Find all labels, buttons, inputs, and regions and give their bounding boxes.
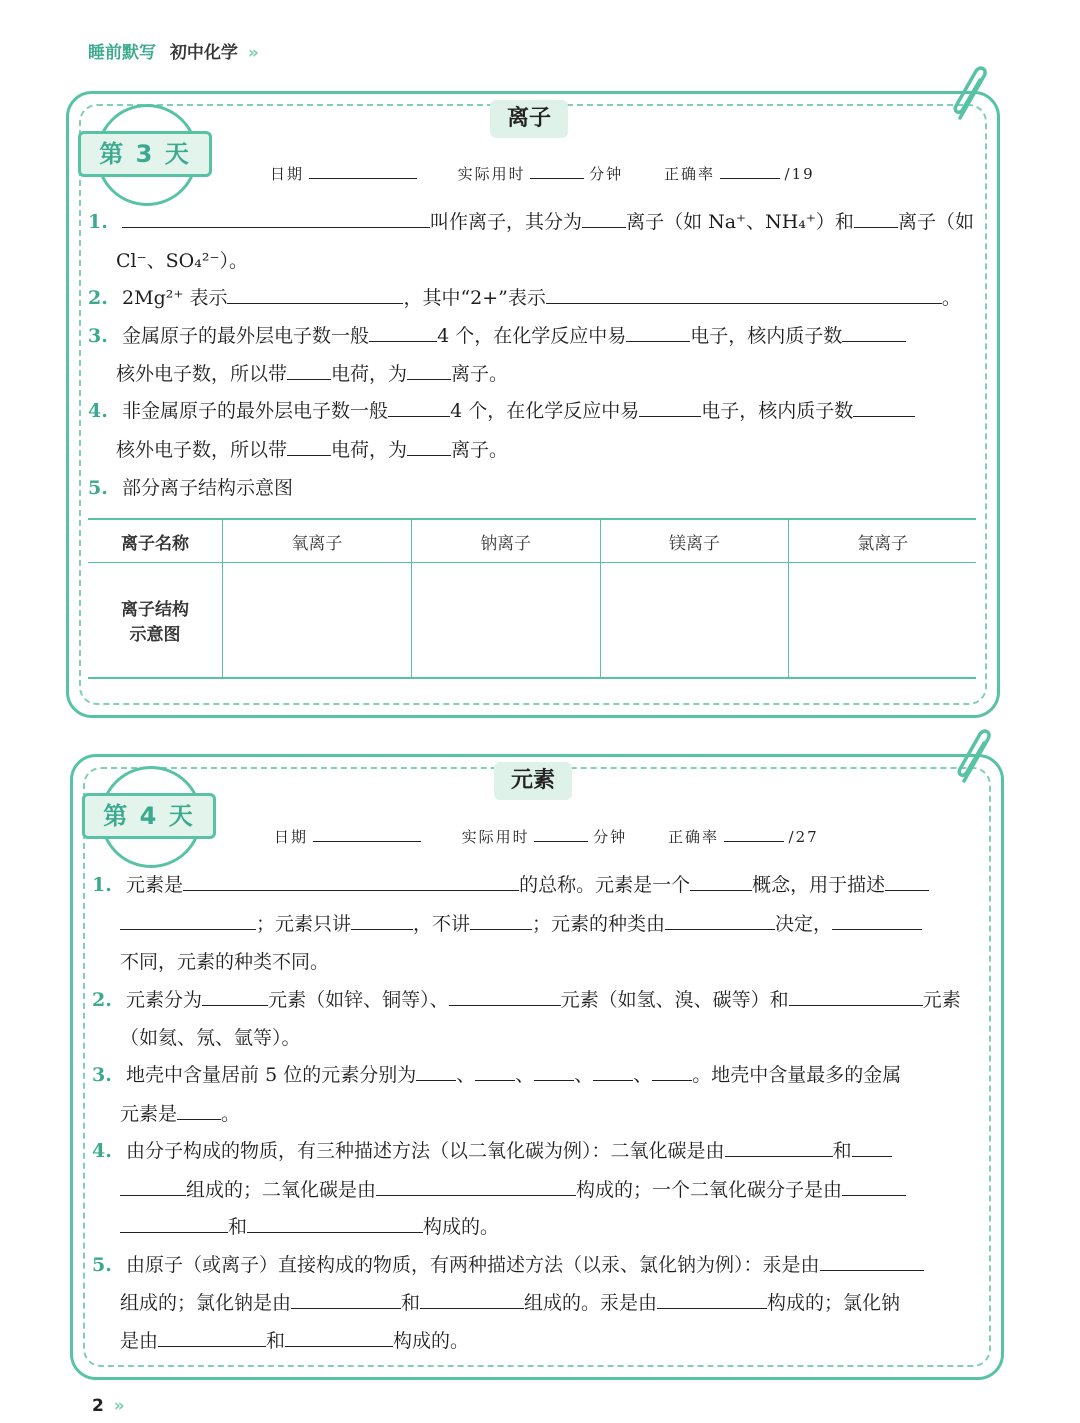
table-cell: 镁离子 (600, 519, 789, 563)
question-4-cont (116, 437, 508, 463)
time-unit: 分钟 (589, 165, 624, 183)
accuracy-label: 正确率 (663, 165, 715, 183)
accuracy-label: 正确率 (667, 828, 719, 846)
question-text: 4 个，在化学反应中易 (450, 400, 640, 422)
answer-blank[interactable] (369, 327, 437, 342)
question-text: 的总称。元素是一个 (519, 874, 691, 896)
question-text: 离子（如 (897, 211, 974, 233)
answer-blank[interactable] (842, 327, 906, 342)
chevron-right-icon: » (113, 1396, 125, 1416)
answer-blank[interactable] (376, 1181, 576, 1196)
question-text: ；元素的种类由 (532, 913, 666, 935)
answer-blank[interactable] (285, 1332, 393, 1347)
question-text: 电子，核内质子数 (701, 400, 854, 422)
question-text: 和 (401, 1292, 421, 1314)
answer-blank[interactable] (626, 327, 690, 342)
day-label: 第 4 天 (82, 793, 216, 839)
question-number: 4. (92, 1140, 112, 1162)
section-title: 离子 (490, 100, 568, 138)
question-number: 5. (88, 477, 108, 499)
question-text: ，不讲 (413, 913, 471, 935)
question-text: 叫作离子，其分为 (430, 211, 583, 233)
answer-blank[interactable] (593, 1066, 633, 1081)
answer-blank[interactable] (832, 915, 922, 930)
day-label: 第 3 天 (78, 131, 212, 177)
answer-blank[interactable] (120, 1218, 228, 1233)
accuracy-field[interactable] (724, 827, 784, 842)
date-label: 日期 (274, 828, 309, 846)
answer-blank[interactable] (420, 1294, 524, 1309)
answer-blank[interactable] (291, 1294, 401, 1309)
answer-blank[interactable] (470, 915, 532, 930)
answer-cell[interactable] (600, 563, 789, 679)
answer-blank[interactable] (227, 289, 403, 304)
question-text: 组成的。汞是由 (524, 1292, 658, 1314)
question-4-cont (120, 1214, 499, 1240)
paperclip-icon (948, 725, 1000, 789)
row-label-line: 离子结构 (121, 600, 189, 620)
subject-title: 初中化学 (169, 43, 238, 63)
answer-blank[interactable] (407, 441, 451, 456)
question-text: 由原子（或离子）直接构成的物质，有两种描述方法（以汞、氯化钠为例）：汞是由 (126, 1254, 820, 1276)
paperclip-icon (944, 62, 996, 126)
question-text: 决定， (775, 913, 833, 935)
question-1-cont: Cl⁻、SO₄²⁻）。 (116, 250, 248, 272)
answer-blank[interactable] (287, 441, 331, 456)
table-cell: 离子名称 (88, 519, 223, 563)
answer-blank[interactable] (690, 876, 752, 891)
question-text: 和 (832, 1140, 852, 1162)
table-cell: 氯离子 (789, 519, 976, 563)
row-label-line: 示意图 (129, 625, 181, 645)
question-text: 金属原子的最外层电子数一般 (122, 325, 370, 347)
question-5-cont (120, 1290, 900, 1316)
question-text: 构成的。 (423, 1216, 500, 1238)
separator: 、 (574, 1064, 594, 1086)
question-text: 。地壳中含量最多的金属 (692, 1064, 902, 1086)
question-text: 离子。 (451, 363, 509, 385)
answer-blank[interactable] (247, 1218, 423, 1233)
question-2 (88, 285, 961, 311)
separator: 、 (456, 1064, 476, 1086)
answer-blank[interactable] (475, 1066, 515, 1081)
question-text: 元素是 (126, 874, 184, 896)
page-number: 2 (92, 1396, 104, 1416)
answer-blank[interactable] (665, 915, 775, 930)
question-number: 2. (88, 287, 108, 309)
answer-blank[interactable] (725, 1142, 833, 1157)
day-badge (96, 104, 196, 204)
question-text: 电子，核内质子数 (690, 325, 843, 347)
answer-blank[interactable] (407, 365, 451, 380)
question-3 (88, 323, 906, 349)
page-footer (92, 1396, 125, 1416)
answer-blank[interactable] (582, 213, 626, 228)
date-label: 日期 (270, 165, 305, 183)
question-text: 元素（如锌、铜等）、 (268, 989, 449, 1011)
question-number: 1. (92, 874, 112, 896)
question-text: ，其中“2+”表示 (403, 287, 546, 309)
question-text: 元素（如氢、溴、碳等）和 (560, 989, 789, 1011)
time-field[interactable] (530, 164, 584, 179)
question-1 (88, 209, 974, 235)
question-text: 和 (228, 1216, 248, 1238)
question-3-cont (116, 361, 508, 387)
answer-blank[interactable] (639, 402, 701, 417)
accuracy-total: /27 (788, 828, 819, 846)
answer-blank[interactable] (351, 915, 413, 930)
question-text: 离子（如 Na⁺、NH₄⁺）和 (626, 211, 854, 233)
question-text: 4 个，在化学反应中易 (437, 325, 627, 347)
question-text: 元素分为 (126, 989, 203, 1011)
question-1 (92, 872, 929, 898)
answer-cell[interactable] (223, 563, 412, 679)
question-text: 元素是 (120, 1103, 178, 1125)
answer-blank[interactable] (854, 213, 898, 228)
separator: 、 (515, 1064, 535, 1086)
question-text: 核外电子数，所以带 (116, 363, 288, 385)
question-text: 。 (941, 287, 961, 309)
question-text: 组成的；氯化钠是由 (120, 1292, 292, 1314)
answer-blank[interactable] (853, 402, 915, 417)
accuracy-field[interactable] (720, 164, 780, 179)
answer-blank[interactable] (820, 1256, 924, 1271)
answer-blank[interactable] (652, 1066, 692, 1081)
ion-structure-table (88, 518, 976, 679)
answer-blank[interactable] (416, 1066, 456, 1081)
answer-blank[interactable] (449, 991, 561, 1006)
table-header-row (88, 519, 976, 563)
answer-blank[interactable] (287, 365, 331, 380)
table-row-label (88, 563, 223, 679)
question-text: 由分子构成的物质，有三种描述方法（以二氧化碳为例）：二氧化碳是由 (126, 1140, 725, 1162)
answer-blank[interactable] (657, 1294, 767, 1309)
question-1-cont: 不同，元素的种类不同。 (120, 951, 330, 973)
table-row (88, 563, 976, 679)
time-unit: 分钟 (593, 828, 628, 846)
question-number: 3. (88, 325, 108, 347)
date-field[interactable] (309, 164, 417, 179)
question-text: 。 (221, 1103, 241, 1125)
question-number: 3. (92, 1064, 112, 1086)
date-field[interactable] (313, 827, 421, 842)
answer-blank[interactable] (122, 213, 430, 228)
question-text: 构成的；一个二氧化碳分子是由 (576, 1179, 843, 1201)
time-label: 实际用时 (457, 165, 526, 183)
time-field[interactable] (534, 827, 588, 842)
question-1-cont (120, 911, 922, 937)
answer-blank[interactable] (202, 991, 268, 1006)
answer-blank[interactable] (534, 1066, 574, 1081)
question-number: 4. (88, 400, 108, 422)
table-cell: 氧离子 (223, 519, 412, 563)
answer-blank[interactable] (842, 1181, 906, 1196)
question-number: 5. (92, 1254, 112, 1276)
question-text: 是由 (120, 1330, 159, 1352)
question-5 (92, 1252, 924, 1278)
question-4 (88, 398, 915, 424)
question-number: 2. (92, 989, 112, 1011)
answer-blank[interactable] (852, 1142, 892, 1157)
question-text: 电荷，为 (331, 363, 408, 385)
answer-blank[interactable] (388, 402, 450, 417)
time-label: 实际用时 (461, 828, 530, 846)
question-text: 部分离子结构示意图 (122, 477, 294, 499)
question-text: 概念，用于描述 (752, 874, 886, 896)
question-text: 离子。 (451, 439, 509, 461)
answer-blank[interactable] (120, 1181, 186, 1196)
question-text: 构成的。 (393, 1330, 470, 1352)
answer-blank[interactable] (885, 876, 929, 891)
answer-blank[interactable] (120, 915, 256, 930)
question-4 (92, 1138, 892, 1164)
answer-cell[interactable] (789, 563, 976, 679)
meta-row (270, 163, 815, 184)
separator: 、 (633, 1064, 653, 1086)
answer-blank[interactable] (183, 876, 519, 891)
question-text: 2Mg²⁺ 表示 (122, 287, 228, 309)
answer-blank[interactable] (158, 1332, 266, 1347)
question-5-cont (120, 1328, 469, 1354)
answer-blank[interactable] (546, 289, 942, 304)
section-title: 元素 (494, 762, 572, 800)
question-number: 1. (88, 211, 108, 233)
question-4-cont (120, 1177, 906, 1203)
meta-row (274, 826, 819, 847)
question-text: 元素 (922, 989, 961, 1011)
question-text: 非金属原子的最外层电子数一般 (122, 400, 389, 422)
chevron-right-icon: » (247, 43, 259, 63)
question-text: 电荷，为 (331, 439, 408, 461)
question-2-cont: （如氦、氖、氩等）。 (120, 1027, 301, 1049)
question-text: 和 (266, 1330, 286, 1352)
answer-cell[interactable] (411, 563, 600, 679)
question-text: 构成的；氯化钠 (767, 1292, 901, 1314)
day-badge (100, 766, 200, 866)
answer-blank[interactable] (789, 991, 923, 1006)
answer-blank[interactable] (177, 1105, 221, 1120)
question-3-cont (120, 1101, 240, 1127)
question-text: 核外电子数，所以带 (116, 439, 288, 461)
question-text: ；元素只讲 (256, 913, 352, 935)
accuracy-total: /19 (784, 165, 815, 183)
question-2 (92, 987, 961, 1013)
table-cell: 钠离子 (411, 519, 600, 563)
running-header (88, 38, 259, 63)
question-text: 组成的；二氧化碳是由 (186, 1179, 377, 1201)
book-title: 睡前默写 (88, 43, 156, 63)
question-3 (92, 1062, 901, 1088)
question-text: 地壳中含量居前 5 位的元素分别为 (126, 1064, 417, 1086)
question-5 (88, 475, 293, 501)
